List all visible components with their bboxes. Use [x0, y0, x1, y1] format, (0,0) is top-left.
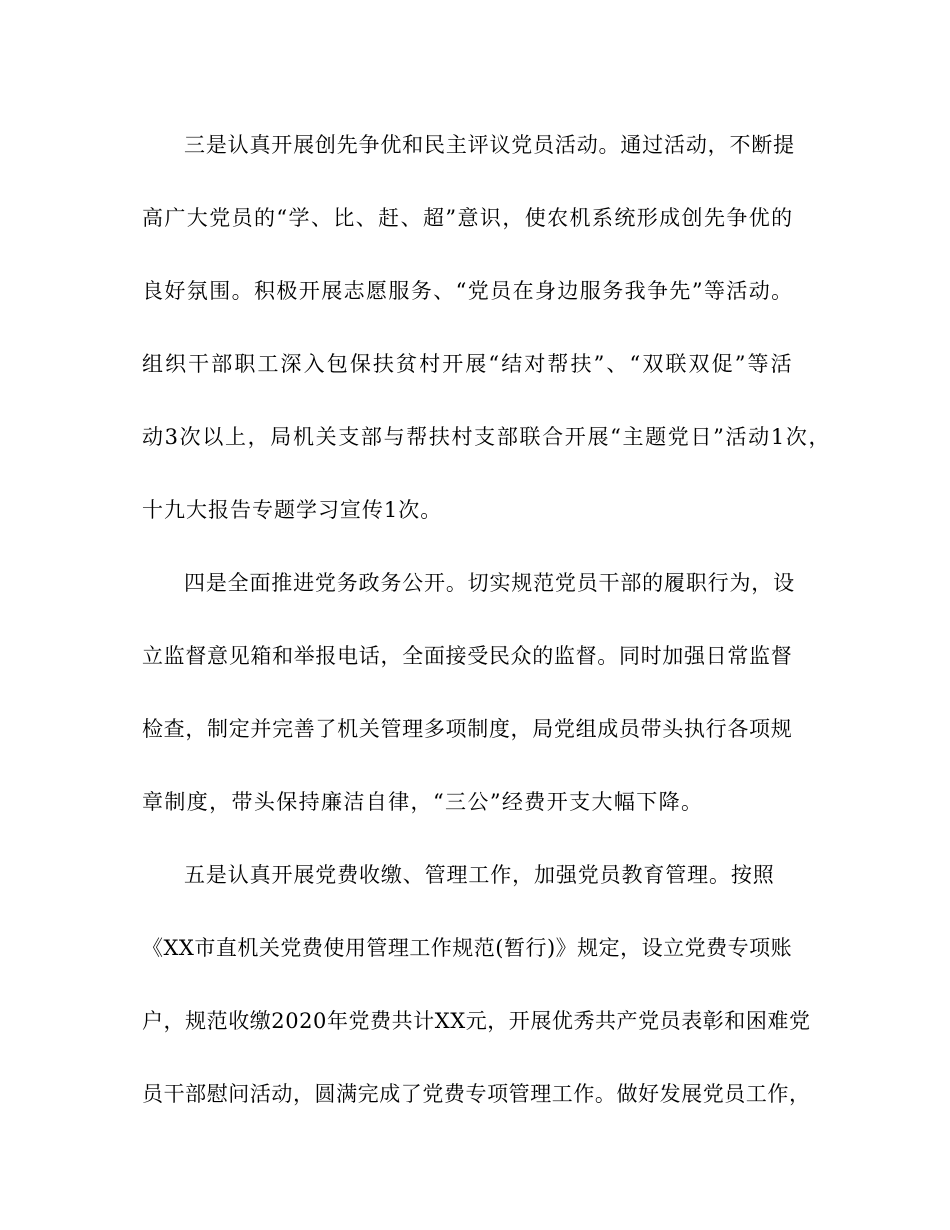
text-line-5: 动3次以上，局机关支部与帮扶村支部联合开展“主题党日”活动1次， — [142, 425, 832, 449]
text-line-14: 员干部慰问活动，圆满完成了党费专项管理工作。做好发展党员工作， — [142, 1082, 811, 1106]
text-line-6: 十九大报告专题学习宣传1次。 — [142, 498, 443, 522]
text-line-3: 良好氛围。积极开展志愿服务、“党员在身边服务我争先”等活动。 — [142, 279, 794, 303]
text-line-8: 立监督意见箱和举报电话，全面接受民众的监督。同时加强日常监督 — [142, 644, 793, 668]
text-line-12: 《XX市直机关党费使用管理工作规范(暂行)》规定，设立党费专项账 — [142, 936, 793, 960]
text-line-13: 户，规范收缴2020年党费共计XX元，开展优秀共产党员表彰和困难党 — [142, 1009, 811, 1033]
text-line-4: 组织干部职工深入包保扶贫村开展“结对帮扶”、“双联双促”等活 — [142, 352, 794, 376]
text-line-9: 检查，制定并完善了机关管理多项制度，局党组成员带头执行各项规 — [142, 717, 793, 741]
text-line-10: 章制度，带头保持廉洁自律，“三公”经费开支大幅下降。 — [142, 790, 704, 814]
text-line-2: 高广大党员的“学、比、赶、超”意识，使农机系统形成创先争优的 — [142, 206, 794, 230]
text-line-11: 五是认真开展党费收缴、管理工作，加强党员教育管理。按照 — [184, 863, 775, 887]
text-line-7: 四是全面推进党务政务公开。切实规范党员干部的履职行为，设 — [184, 571, 795, 595]
text-line-1: 三是认真开展创先争优和民主评议党员活动。通过活动，不断提 — [184, 133, 795, 157]
